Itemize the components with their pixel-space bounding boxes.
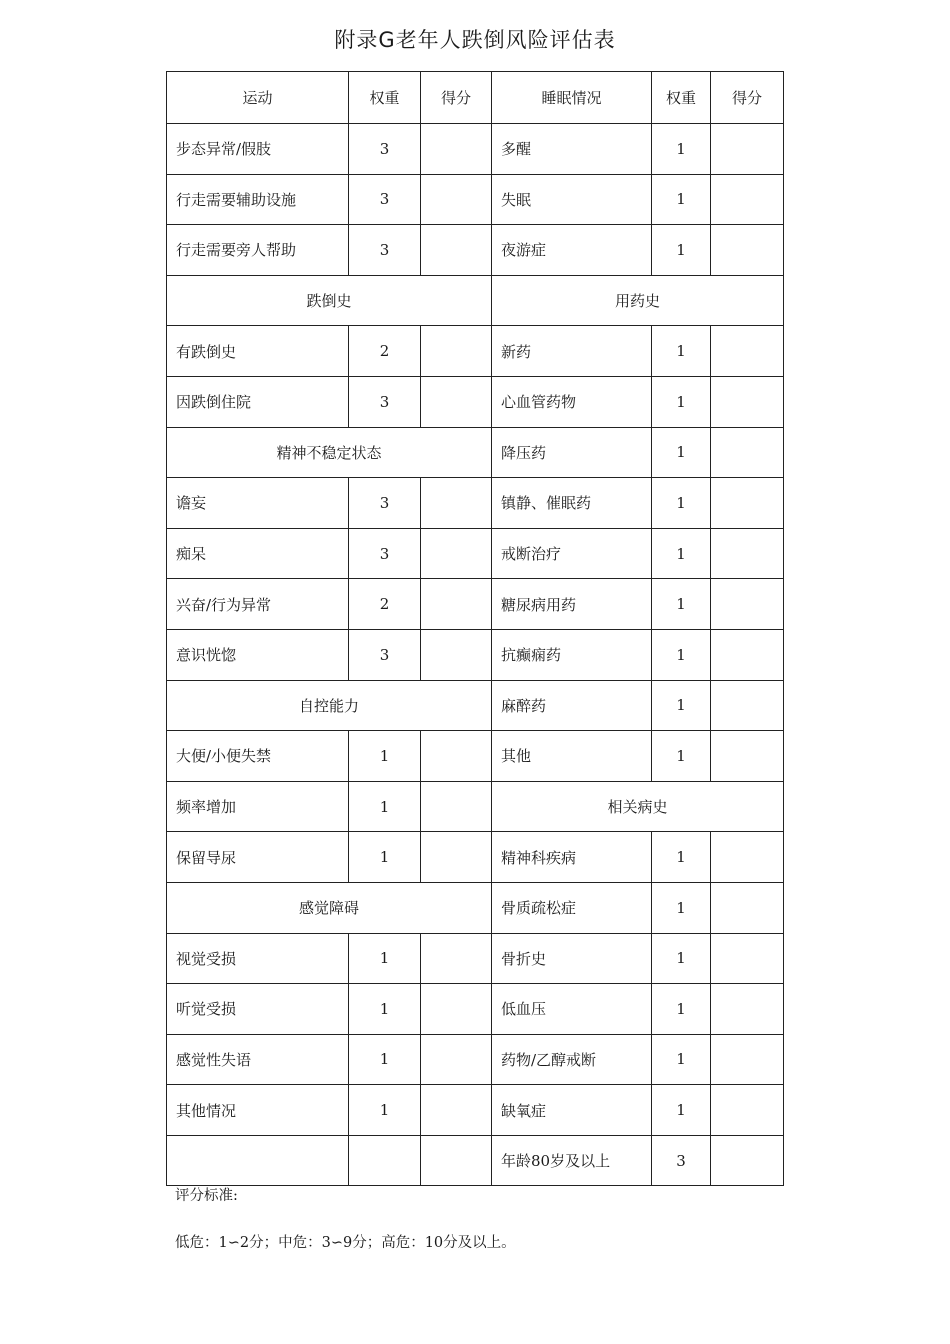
left-item-weight: 3 [349,629,421,680]
left-item-label: 有跌倒史 [167,326,349,377]
right-item-label: 缺氧症 [492,1085,652,1136]
page-title: 附录G老年人跌倒风险评估表 [334,28,616,52]
right-item-weight: 1 [652,984,711,1035]
left-score-cell[interactable] [421,629,492,680]
left-score-cell[interactable] [421,124,492,175]
header-right-score: 得分 [711,72,784,124]
right-item-weight: 1 [652,528,711,579]
left-item-label: 行走需要辅助设施 [167,174,349,225]
right-item-label: 骨质疏松症 [492,882,652,933]
left-item-weight: 1 [349,781,421,832]
left-score-cell[interactable] [421,832,492,883]
left-section-heading: 感觉障碍 [167,882,492,933]
left-score-cell[interactable] [421,478,492,529]
left-score-cell[interactable] [421,781,492,832]
left-score-cell[interactable] [421,225,492,276]
right-item-label: 精神科疾病 [492,832,652,883]
table-row [167,174,784,225]
left-item-label: 意识恍惚 [167,629,349,680]
left-item-weight: 1 [349,933,421,984]
left-item-label: 听觉受损 [167,984,349,1035]
left-item-label: 大便/小便失禁 [167,731,349,782]
left-item-weight: 3 [349,174,421,225]
right-item-label: 戒断治疗 [492,528,652,579]
table-row [167,427,784,478]
right-item-weight: 1 [652,225,711,276]
header-sleep: 睡眠情况 [492,72,652,124]
right-item-label: 降压药 [492,427,652,478]
left-score-cell[interactable] [421,579,492,630]
right-item-label: 骨折史 [492,933,652,984]
right-score-cell[interactable] [711,376,784,427]
right-score-cell[interactable] [711,629,784,680]
right-item-weight: 1 [652,1085,711,1136]
right-item-label: 抗癫痫药 [492,629,652,680]
left-item-label: 因跌倒住院 [167,376,349,427]
left-score-cell[interactable] [421,326,492,377]
right-item-weight: 1 [652,326,711,377]
table-row [167,680,784,731]
table-row [167,781,784,832]
left-section-heading: 精神不稳定状态 [167,427,492,478]
right-item-label: 夜游症 [492,225,652,276]
left-score-cell[interactable] [421,376,492,427]
right-item-weight: 1 [652,832,711,883]
fall-risk-assessment-table [166,71,784,1186]
right-item-label: 心血管药物 [492,376,652,427]
table-row [167,275,784,326]
right-item-weight: 1 [652,882,711,933]
right-score-cell[interactable] [711,933,784,984]
right-item-weight: 1 [652,680,711,731]
table-row [167,376,784,427]
right-score-cell[interactable] [711,579,784,630]
right-score-cell[interactable] [711,1135,784,1186]
left-score-cell[interactable] [421,984,492,1035]
right-score-cell[interactable] [711,427,784,478]
left-score-cell[interactable] [421,1085,492,1136]
table-row [167,225,784,276]
table-row [167,478,784,529]
left-item-label: 步态异常/假肢 [167,124,349,175]
header-right-weight: 权重 [652,72,711,124]
left-score-cell[interactable] [421,1135,492,1186]
right-item-label: 药物/乙醇戒断 [492,1034,652,1085]
left-item-weight: 3 [349,376,421,427]
right-score-cell[interactable] [711,528,784,579]
right-item-weight: 1 [652,427,711,478]
criteria-text: 低危：1∽2分；中危：3∽9分；高危：10分及以上。 [175,1235,516,1251]
right-score-cell[interactable] [711,731,784,782]
left-score-cell[interactable] [421,528,492,579]
right-item-label: 麻醉药 [492,680,652,731]
left-item-label: 频率增加 [167,781,349,832]
right-item-label: 新药 [492,326,652,377]
right-score-cell[interactable] [711,680,784,731]
left-score-cell[interactable] [421,1034,492,1085]
left-item-weight: 2 [349,326,421,377]
right-score-cell[interactable] [711,832,784,883]
right-item-weight: 1 [652,1034,711,1085]
right-section-heading: 用药史 [492,275,784,326]
left-item-label: 兴奋/行为异常 [167,579,349,630]
right-item-label: 失眠 [492,174,652,225]
right-score-cell[interactable] [711,882,784,933]
left-item-label: 痴呆 [167,528,349,579]
right-score-cell[interactable] [711,326,784,377]
left-item-weight: 1 [349,731,421,782]
left-item-weight: 1 [349,1085,421,1136]
table-row [167,933,784,984]
right-item-label: 年龄80岁及以上 [492,1135,652,1186]
right-item-weight: 1 [652,579,711,630]
right-item-weight: 1 [652,933,711,984]
table-row [167,124,784,175]
left-section-heading: 跌倒史 [167,275,492,326]
left-score-cell[interactable] [421,933,492,984]
table-row [167,528,784,579]
left-item-weight: 3 [349,124,421,175]
right-score-cell[interactable] [711,225,784,276]
table-row [167,579,784,630]
left-item-weight [349,1135,421,1186]
left-item-weight: 3 [349,528,421,579]
right-item-weight: 1 [652,174,711,225]
criteria-label: 评分标准: [175,1188,238,1204]
table-row [167,1135,784,1186]
right-score-cell[interactable] [711,1034,784,1085]
right-score-cell[interactable] [711,984,784,1035]
left-item-label: 其他情况 [167,1085,349,1136]
right-item-label: 镇静、催眠药 [492,478,652,529]
right-item-label: 低血压 [492,984,652,1035]
left-item-label: 视觉受损 [167,933,349,984]
right-item-weight: 1 [652,478,711,529]
table-row [167,984,784,1035]
table-row [167,326,784,377]
right-score-cell[interactable] [711,1085,784,1136]
table-row [167,832,784,883]
right-item-weight: 1 [652,629,711,680]
left-item-label [167,1135,349,1186]
table-row [167,1085,784,1136]
left-item-label: 感觉性失语 [167,1034,349,1085]
table-row [167,629,784,680]
right-section-heading: 相关病史 [492,781,784,832]
left-item-weight: 1 [349,1034,421,1085]
left-score-cell[interactable] [421,174,492,225]
left-item-weight: 1 [349,984,421,1035]
left-section-heading: 自控能力 [167,680,492,731]
table-row [167,731,784,782]
table-row [167,1034,784,1085]
left-item-weight: 3 [349,478,421,529]
left-item-label: 行走需要旁人帮助 [167,225,349,276]
right-item-weight: 1 [652,124,711,175]
right-item-weight: 1 [652,376,711,427]
table-row [167,882,784,933]
left-item-label: 谵妄 [167,478,349,529]
right-item-label: 糖尿病用药 [492,579,652,630]
right-item-weight: 1 [652,731,711,782]
left-score-cell[interactable] [421,731,492,782]
header-left-weight: 权重 [349,72,421,124]
right-score-cell[interactable] [711,478,784,529]
header-left-score: 得分 [421,72,492,124]
header-exercise: 运动 [167,72,349,124]
left-item-weight: 1 [349,832,421,883]
right-item-label: 其他 [492,731,652,782]
left-item-weight: 3 [349,225,421,276]
right-item-weight: 3 [652,1135,711,1186]
left-item-weight: 2 [349,579,421,630]
right-score-cell[interactable] [711,124,784,175]
right-item-label: 多醒 [492,124,652,175]
left-item-label: 保留导尿 [167,832,349,883]
table-header-row [167,72,784,124]
right-score-cell[interactable] [711,174,784,225]
